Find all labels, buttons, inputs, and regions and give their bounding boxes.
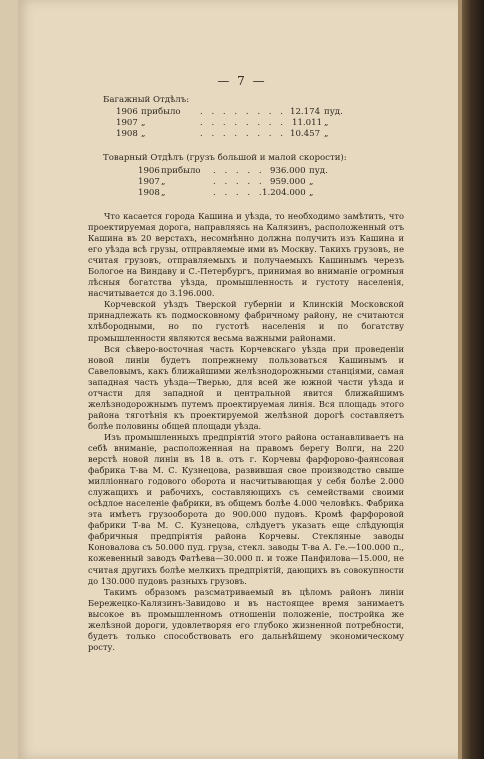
freight-row-value: 936.000 <box>270 166 306 176</box>
paragraph: Корчевской уѣздъ Тверской губерніи и Клинскій Московской принадлежать къ подмосковному фабричному району, не считаются хлѣбородными, но по густотѣ населенія и по богатству промышленности являются весьма важными районами. <box>88 299 404 343</box>
freight-row-year: 1908 <box>138 188 160 198</box>
baggage-row-label: „ <box>141 129 146 139</box>
freight-row-unit: „ <box>309 177 314 187</box>
paragraph: Такимъ образомъ разсматриваемый въ цѣломъ районъ линіи Бережецко-Калязинъ-Завидово и въ настоящее время занимаетъ высокое въ промышленномъ отношеніи положеніе, постройка же желѣзной дороги, удовлетворяя его глубоко жизненной потребности, будетъ только способствовать его дальнѣйшему экономическому росту. <box>88 586 404 652</box>
freight-row-label: прибыло <box>161 166 201 176</box>
freight-row-value: 1.204.000 <box>262 188 306 198</box>
baggage-row-label: „ <box>141 118 146 128</box>
baggage-heading: Багажный Отдѣлъ: <box>103 95 190 105</box>
freight-row-label: „ <box>161 177 166 187</box>
baggage-row-unit: пуд. <box>324 107 343 117</box>
baggage-row-label: прибыло <box>141 107 181 117</box>
paragraph: Вся сѣверо-восточная часть Корчевскаго уѣзда при проведеніи новой линіи будетъ попрежнему пользоваться Кашинымъ и Савеловымъ, какъ ближайшими желѣзнодорожными станціями, самая западная часть уѣзда—Тверью, для всей же южной части уѣзда и отчасти для западной и центральной явится ближайшимъ желѣзнодорожнымъ путемъ проектируемая линія. Вся площадь этого района тяготѣнія къ проектируемой желѣзной дорогѣ составляетъ болѣе половины общей площади уѣзда. <box>88 343 404 431</box>
baggage-row-dots: . . . . . . . . <box>200 107 286 117</box>
freight-row-unit: пуд. <box>309 166 328 176</box>
freight-row-dots: . . . . . <box>213 188 265 198</box>
baggage-row-unit: „ <box>324 118 329 128</box>
freight-row-value: 959.000 <box>270 177 306 187</box>
baggage-row-year: 1906 <box>116 107 138 117</box>
baggage-row-year: 1907 <box>116 118 138 128</box>
page-number: — 7 — <box>217 74 267 88</box>
paragraph: Изъ промышленныхъ предпріятій этого района останавливаетъ на себѣ вниманіе, расположенная на правомъ берегу Волги, на 220 верстѣ новой линіи въ 18 в. отъ г. Корчевы фарфорово-фаянсовая фабрика Т-ва М. С. Кузнецова, развившая свое производство свыше милліоннаго годового оборота и насчитывающая у себя болѣе 2.000 служащихъ и рабочихъ, составляющихъ съ семействами своими осѣдлое населеніе фабрики, въ общемъ болѣе 4.000 человѣкъ. Фабрика эта имѣетъ грузооборота до 900.000 пудовъ. Кромѣ фарфоровой фабрики Т-ва М. С. Кузнецова, слѣдуетъ указать еще слѣдующія фабричныя предпріятія района Корчевы. Стекляные заводы Коновалова съ 50.000 пуд. груза, стекл. заводы Т-ва А. Ге.—100.000 п., кожевенный заводъ Фатѣева—30.000 п. и тоже Панфилова—15.000, не считая другихъ болѣе мелкихъ предпріятій, дающихъ въ совокупности до 130.000 пудовъ разныхъ грузовъ. <box>88 431 404 586</box>
baggage-row-dots: . . . . . . . . <box>200 118 286 128</box>
body-text <box>88 211 404 653</box>
baggage-row-value: 11.011 <box>292 118 323 128</box>
freight-row-unit: „ <box>309 188 314 198</box>
baggage-row-value: 10.457 <box>290 129 321 139</box>
freight-row-label: „ <box>161 188 166 198</box>
baggage-row-dots: . . . . . . . . <box>200 129 286 139</box>
baggage-row-unit: „ <box>324 129 329 139</box>
freight-row-dots: . . . . . <box>213 177 265 187</box>
freight-heading: Товарный Отдѣлъ (грузъ большой и малой скорости): <box>103 153 347 163</box>
book-spine <box>462 0 484 759</box>
freight-row-dots: . . . . . <box>213 166 265 176</box>
paragraph: Что касается города Кашина и уѣзда, то необходимо замѣтить, что проектируемая дорога, направляясь на Калязинъ, расположенный отъ Кашина въ 20 верстахъ, несомнѣнно должна получить изъ Кашина и его уѣзда всѣ грузы, отправляемые ими въ Москву. Такихъ грузовъ, не считая грузовъ, отправляемыхъ и получаемыхъ Кашинымъ черезъ Бологое на Виндаву и С.-Петербургъ, принимая во вниманіе огромныя лѣсныя богатства уѣзда, промышленность и густоту населенія, насчитывается до 3.196.000. <box>88 211 404 299</box>
baggage-row-year: 1908 <box>116 129 138 139</box>
baggage-row-value: 12.174 <box>290 107 321 117</box>
freight-row-year: 1907 <box>138 177 160 187</box>
freight-row-year: 1906 <box>138 166 160 176</box>
